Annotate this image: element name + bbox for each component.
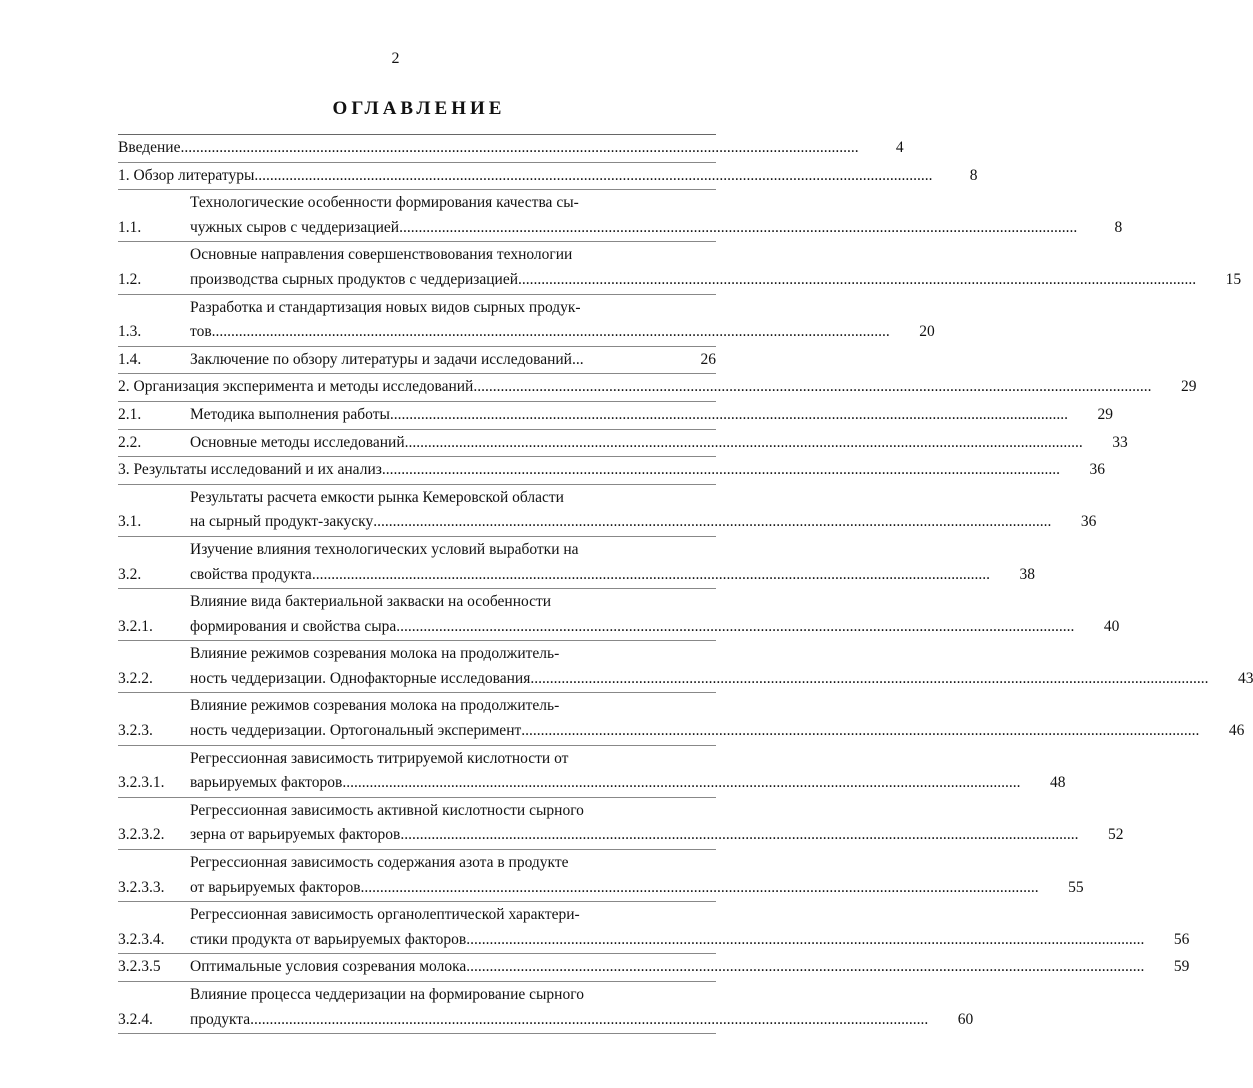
toc-entry [118, 902, 1190, 954]
toc-entry-text: Основные направления совершенствовования технологии [190, 246, 573, 264]
page-title: ОГЛАВЛЕНИЕ [332, 98, 506, 119]
toc-entry-number: 3.2.2. [118, 669, 153, 687]
toc-entry [118, 798, 1124, 850]
dot-leader [400, 823, 1078, 848]
toc-entry [118, 163, 978, 191]
table-of-contents [118, 134, 1253, 1034]
toc-entry-page: 46 [1228, 722, 1245, 740]
toc-entry-text: зерна от варьируемых факторов [190, 826, 401, 844]
dot-leader [254, 164, 932, 189]
toc-entry-page: 38 [1019, 565, 1035, 583]
toc-entry-title [190, 296, 890, 345]
toc-entry [118, 537, 1035, 589]
toc-entry-text: формирования и свойства сыра [190, 617, 397, 635]
toc-entry-title [118, 375, 1151, 400]
dot-leader [342, 771, 1020, 796]
toc-entry [118, 402, 1114, 430]
dot-leader [180, 136, 858, 161]
toc-entry-text: производства сырных продуктов с чеддеризацией [190, 270, 519, 288]
toc-entry-text: Регрессионная зависимость органолептической характери- [190, 906, 580, 924]
toc-entry-text: свойства продукта [190, 565, 312, 583]
toc-entry-number: 1.3. [118, 323, 142, 341]
toc-entry-number: 3.1. [118, 513, 142, 531]
toc-entry-title [190, 903, 1144, 952]
toc-entry-number: 3.2.3. [118, 722, 153, 740]
toc-entry-text: Регрессионная зависимость содержания азота в продукте [190, 854, 569, 872]
toc-entry-page: 59 [1173, 958, 1190, 976]
toc-entry-page: 15 [1225, 270, 1242, 288]
toc-entry-title [118, 164, 933, 189]
toc-entry-number: 2.1. [118, 405, 142, 423]
dot-leader [396, 615, 1074, 640]
dot-leader [373, 510, 1051, 535]
toc-entry-text: Технологические особенности формирования качества сы- [190, 194, 579, 212]
toc-entry-title [190, 538, 990, 587]
toc-entry-text: на сырный продукт-закуску [190, 513, 374, 531]
toc-entry-page: 26 [700, 350, 716, 368]
toc-entry-number: 3.2.4. [118, 1010, 153, 1028]
toc-entry-page: 29 [1180, 378, 1197, 396]
toc-entry-number: 1.4. [118, 350, 142, 368]
toc-entry [118, 295, 935, 347]
toc-entry-number: 3.2.1. [118, 617, 153, 635]
toc-entry [118, 850, 1084, 902]
toc-entry-page: 43 [1237, 669, 1253, 687]
toc-entry-page: 36 [1089, 461, 1105, 479]
toc-entry-text: варьируемых факторов [190, 774, 343, 792]
toc-entry-title [190, 642, 1208, 691]
toc-entry-text: Оптимальные условия созревания молока [190, 958, 467, 976]
toc-entry-text: Методика выполнения работы [190, 405, 390, 423]
toc-entry-title [118, 458, 1060, 483]
toc-entry [118, 982, 974, 1034]
toc-entry-text: Результаты расчета емкости рынка Кемеровской области [190, 488, 564, 506]
toc-entry-text: Введение [118, 139, 181, 156]
toc-entry-title [190, 590, 1074, 639]
toc-entry-text: Основные методы исследований [190, 433, 405, 451]
toc-entry-number: 3.2.3.3. [118, 878, 165, 896]
toc-entry-title [190, 851, 1039, 900]
toc-entry-number: 1.2. [118, 270, 142, 288]
toc-entry-number: 3.2.3.5 [118, 958, 161, 976]
toc-entry-text: от варьируемых факторов [190, 878, 361, 896]
toc-entry-title [190, 403, 1068, 428]
toc-entry-number: 1.1. [118, 218, 142, 236]
toc-entry-number: 3.2.3.1. [118, 774, 165, 792]
dot-leader [250, 1008, 928, 1033]
toc-entry-title [190, 955, 1144, 980]
toc-entry [118, 457, 1105, 485]
toc-entry-page: 8 [969, 166, 978, 184]
toc-entry-text: ность чеддеризации. Ортогональный эксперимент [190, 722, 522, 740]
toc-entry-page: 4 [895, 139, 904, 156]
toc-entry-text: 2. Организация эксперимента и методы исследований [118, 378, 474, 396]
toc-entry [118, 746, 1066, 798]
toc-entry-title [190, 348, 671, 373]
toc-entry-text: Изучение влияния технологических условий выработки на [190, 540, 579, 558]
toc-entry-title [190, 694, 1199, 743]
dot-leader [521, 719, 1199, 744]
toc-entry [118, 693, 1245, 745]
toc-entry [118, 485, 1097, 537]
toc-entry-number: 3.2.3.2. [118, 826, 165, 844]
toc-entry-number: 2.2. [118, 433, 142, 451]
toc-entry-title [190, 191, 1077, 240]
toc-entry-text: Регрессионная зависимость активной кислотности сырного [190, 801, 584, 819]
toc-entry-title [190, 431, 1083, 456]
toc-entry-page: 40 [1103, 617, 1120, 635]
dot-leader [518, 268, 1196, 293]
toc-entry-text: Влияние режимов созревания молока на продолжитель- [190, 645, 560, 663]
toc-entry-text: 1. Обзор литературы [118, 166, 255, 184]
toc-entry-text: тов [190, 323, 212, 341]
toc-entry-text: ность чеддеризации. Однофакторные исследования [190, 669, 531, 687]
toc-entry [118, 347, 716, 375]
dot-leader [530, 667, 1208, 692]
toc-entry-text: Заключение по обзору литературы и задачи исследований... [190, 350, 584, 368]
toc-entry [118, 954, 1190, 982]
toc-entry-text: Влияние режимов созревания молока на продолжитель- [190, 697, 560, 715]
toc-entry-title [118, 136, 859, 161]
toc-entry-title [190, 747, 1020, 796]
toc-entry-title [190, 486, 1051, 535]
toc-entry-page: 20 [919, 323, 935, 341]
toc-entry-page: 36 [1080, 513, 1097, 531]
dot-leader [361, 876, 1039, 901]
toc-entry-page: 8 [1114, 218, 1123, 236]
toc-entry-text: Влияние процесса чеддеризации на формирование сырного [190, 986, 584, 1003]
dot-leader [466, 928, 1144, 953]
toc-entry [118, 589, 1120, 641]
toc-entry-title [190, 243, 1196, 292]
toc-entry-text: Разработка и стандартизация новых видов сырных продук- [190, 298, 581, 316]
toc-entry-number: 3.2. [118, 565, 142, 583]
dot-leader [390, 403, 1068, 428]
toc-entry-text: чужных сыров с чеддеризацией [190, 218, 400, 236]
toc-entry [118, 190, 1123, 242]
dot-leader [382, 458, 1060, 483]
toc-entry [118, 430, 1128, 458]
toc-entry [118, 242, 1242, 294]
page-number: 2 [391, 50, 400, 67]
toc-entry-page: 60 [957, 1010, 974, 1028]
toc-entry-text: продукта [190, 1010, 251, 1028]
toc-entry-text: 3. Результаты исследований и их анализ [118, 461, 382, 479]
toc-entry-text: стики продукта от варьируемых факторов [190, 930, 467, 948]
toc-entry-page: 29 [1097, 405, 1114, 423]
toc-entry-text: Влияние вида бактериальной закваски на особенности [190, 593, 552, 611]
toc-entry-text: Регрессионная зависимость титрируемой кислотности от [190, 749, 569, 767]
toc-entry-page: 52 [1107, 826, 1124, 844]
toc-entry-page: 33 [1112, 433, 1128, 451]
dot-leader [399, 216, 1077, 241]
dot-leader [466, 955, 1144, 980]
dot-leader [473, 375, 1151, 400]
toc-entry-title [190, 983, 928, 1032]
toc-entry [118, 641, 1253, 693]
toc-entry-page: 48 [1049, 774, 1066, 792]
toc-entry-number: 3.2.3.4. [118, 930, 165, 948]
dot-leader [312, 563, 990, 588]
toc-entry-page: 55 [1068, 878, 1084, 896]
toc-entry-title [190, 799, 1078, 848]
dot-leader [212, 320, 890, 345]
toc-entry [118, 135, 904, 163]
dot-leader [405, 431, 1083, 456]
toc-entry [118, 374, 1197, 402]
toc-entry-page: 56 [1173, 930, 1190, 948]
